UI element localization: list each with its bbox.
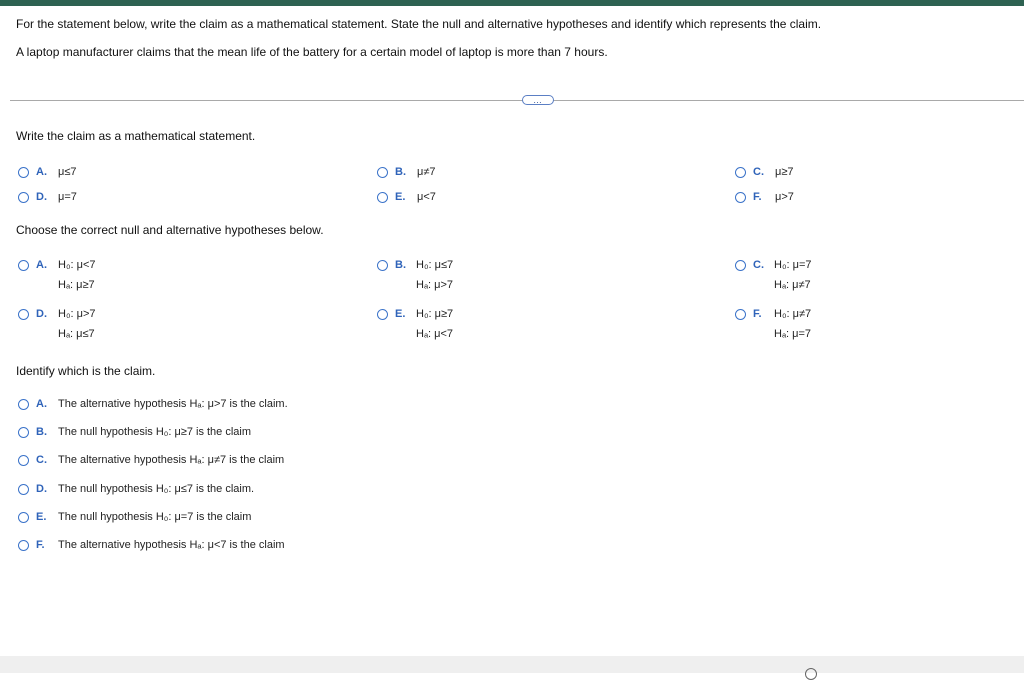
alternative-hypothesis: Hₐ: μ<7 <box>416 328 454 340</box>
divider <box>10 100 1024 101</box>
q1-prompt: Write the claim as a mathematical statement. <box>16 129 256 143</box>
radio-button[interactable] <box>18 309 29 320</box>
radio-button[interactable] <box>377 260 388 271</box>
radio-button[interactable] <box>18 540 29 551</box>
radio-button[interactable] <box>18 427 29 438</box>
option-text: μ≥7 <box>775 166 794 178</box>
option-text: μ>7 <box>775 191 794 203</box>
instruction-text: For the statement below, write the claim as a mathematical statement. State the null and alternative hypotheses and identify which represents the claim. <box>16 17 822 31</box>
radio-button[interactable] <box>18 192 29 203</box>
option-text: μ=7 <box>58 191 77 203</box>
radio-button[interactable] <box>18 455 29 466</box>
option-letter: F. <box>753 308 762 320</box>
problem-statement: A laptop manufacturer claims that the mean life of the battery for a certain model of laptop is more than 7 hours. <box>16 45 608 59</box>
option-letter: C. <box>753 166 764 178</box>
option-letter: C. <box>36 454 47 466</box>
radio-button[interactable] <box>377 167 388 178</box>
option-text: μ<7 <box>417 191 436 203</box>
option-letter: F. <box>36 539 45 551</box>
alternative-hypothesis: Hₐ: μ≠7 <box>774 279 811 291</box>
option-letter: E. <box>395 308 406 320</box>
option-letter: B. <box>395 166 406 178</box>
option-text: The null hypothesis H₀: μ≤7 is the claim. <box>58 483 255 495</box>
null-hypothesis: H₀: μ≠7 <box>774 308 812 320</box>
radio-button[interactable] <box>18 484 29 495</box>
radio-button[interactable] <box>18 167 29 178</box>
alternative-hypothesis: Hₐ: μ>7 <box>416 279 454 291</box>
radio-button[interactable] <box>18 512 29 523</box>
option-text: The alternative hypothesis Hₐ: μ≠7 is the claim <box>58 454 285 466</box>
top-accent-bar <box>0 0 1024 6</box>
option-letter: D. <box>36 191 47 203</box>
option-letter: E. <box>395 191 406 203</box>
radio-button[interactable] <box>735 309 746 320</box>
radio-button[interactable] <box>377 192 388 203</box>
option-letter: D. <box>36 483 47 495</box>
option-text: The null hypothesis H₀: μ≥7 is the claim <box>58 426 252 438</box>
radio-button[interactable] <box>735 167 746 178</box>
option-letter: A. <box>36 166 47 178</box>
q3-prompt: Identify which is the claim. <box>16 364 156 378</box>
option-letter: B. <box>395 259 406 271</box>
null-hypothesis: H₀: μ<7 <box>58 259 96 271</box>
partial-circle-icon <box>805 668 817 680</box>
option-text: The null hypothesis H₀: μ=7 is the claim <box>58 511 252 523</box>
null-hypothesis: H₀: μ=7 <box>774 259 812 271</box>
option-letter: F. <box>753 191 762 203</box>
radio-button[interactable] <box>377 309 388 320</box>
bottom-toolbar-strip <box>0 656 1024 673</box>
option-letter: A. <box>36 398 47 410</box>
option-letter: E. <box>36 511 47 523</box>
alternative-hypothesis: Hₐ: μ≥7 <box>58 279 95 291</box>
radio-button[interactable] <box>18 260 29 271</box>
radio-button[interactable] <box>735 192 746 203</box>
alternative-hypothesis: Hₐ: μ≤7 <box>58 328 95 340</box>
option-text: The alternative hypothesis Hₐ: μ<7 is the claim <box>58 539 285 551</box>
option-letter: D. <box>36 308 47 320</box>
q2-prompt: Choose the correct null and alternative hypotheses below. <box>16 223 324 237</box>
option-text: μ≠7 <box>417 166 436 178</box>
option-letter: A. <box>36 259 47 271</box>
alternative-hypothesis: Hₐ: μ=7 <box>774 328 812 340</box>
option-text: The alternative hypothesis Hₐ: μ>7 is the claim. <box>58 398 288 410</box>
radio-button[interactable] <box>735 260 746 271</box>
null-hypothesis: H₀: μ≤7 <box>416 259 454 271</box>
null-hypothesis: H₀: μ≥7 <box>416 308 454 320</box>
option-text: μ≤7 <box>58 166 77 178</box>
option-letter: C. <box>753 259 764 271</box>
option-letter: B. <box>36 426 47 438</box>
expand-more-button[interactable]: … <box>522 95 554 105</box>
radio-button[interactable] <box>18 399 29 410</box>
null-hypothesis: H₀: μ>7 <box>58 308 96 320</box>
